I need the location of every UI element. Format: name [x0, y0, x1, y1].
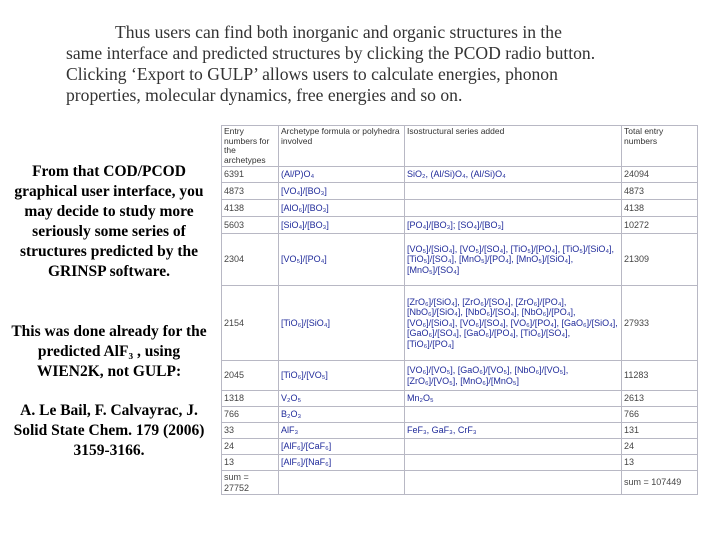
table-row [222, 217, 698, 234]
cell-archetype: [AlO₆]/[BO₃] [279, 200, 405, 217]
header-series: Isostructural series added [405, 126, 622, 167]
sidebar-paragraph-2: This was done already for the predicted AlF₃ , using WIEN2K, not GULP: [11, 323, 207, 380]
cell-total: 2613 [622, 391, 698, 407]
sum-entries: sum = 27752 [222, 471, 279, 495]
cell-series [405, 407, 622, 423]
cell-total: 10272 [622, 217, 698, 234]
cell-archetype: AlF₃ [279, 423, 405, 439]
cell-series [405, 455, 622, 471]
table-row [222, 423, 698, 439]
sidebar-paragraph-1: From that COD/PCOD graphical user interface, you may decide to study more seriously some series of structures predicted by the GRINSP software. [14, 163, 204, 280]
cell-series: [PO₄]/[BO₃]; [SO₄]/[BO₃] [405, 217, 622, 234]
cell-series [405, 183, 622, 200]
sidebar-citation: A. Le Bail, F. Calvayrac, J. Solid State Chem. 179 (2006) 3159-3166. [13, 402, 205, 459]
cell-entry: 13 [222, 455, 279, 471]
cell-entry: 33 [222, 423, 279, 439]
table-row [222, 167, 698, 183]
intro-line-4: phonon properties, molecular dynamics, free energies and so on. [66, 64, 558, 105]
table-cell [279, 471, 405, 495]
cell-total: 766 [622, 407, 698, 423]
cell-entry: 2154 [222, 286, 279, 361]
cell-series: FeF₃, GaF₃, CrF₃ [405, 423, 622, 439]
table-row [222, 200, 698, 217]
table-row [222, 361, 698, 391]
cell-total: 24 [622, 439, 698, 455]
cell-archetype: [TiO₆]/[SiO₄] [279, 286, 405, 361]
cell-series: [ZrO₆]/[SiO₄], [ZrO₆]/[SO₄], [ZrO₆]/[PO₄], [NbO₆]/[SiO₄], [NbO₆]/[SO₄], [NbO₆]/[PO₄], [VO₆]/[SiO₄], [VO₆]/[SO₄], [VO₆]/[PO₄], [GaO₆]/[SiO₄], [GaO₆]/[SO₄], [GaO₆]/[PO₄], [TiO₆]/[SO₄], [TiO₆]/[PO₄] [405, 286, 622, 361]
cell-entry: 766 [222, 407, 279, 423]
intro-paragraph [66, 22, 614, 106]
cell-total: 13 [622, 455, 698, 471]
cell-entry: 5603 [222, 217, 279, 234]
table-cell [405, 471, 622, 495]
cell-entry: 24 [222, 439, 279, 455]
cell-total: 27933 [622, 286, 698, 361]
cell-archetype: [SiO₄]/[BO₃] [279, 217, 405, 234]
cell-series: [VO₆]/[VO₅], [GaO₆]/[VO₅], [NbO₆]/[VO₅], [ZrO₆]/[VO₅], [MnO₆]/[MnO₅] [405, 361, 622, 391]
cell-entry: 1318 [222, 391, 279, 407]
table-row [222, 455, 698, 471]
intro-line-3: button. Clicking ‘Export to GULP’ allows users to calculate energies, [66, 43, 596, 84]
table-row [222, 391, 698, 407]
cell-archetype: [AlF₆]/[CaF₆] [279, 439, 405, 455]
table-header-row [222, 126, 698, 167]
cell-archetype: [VO₅]/[PO₄] [279, 234, 405, 286]
cell-archetype: [TiO₆]/[VO₅] [279, 361, 405, 391]
cell-total: 11283 [622, 361, 698, 391]
table-row [222, 439, 698, 455]
intro-line-1: Thus users can find both inorganic and organic structures in the [115, 22, 562, 42]
header-total: Total entry numbers [622, 126, 698, 167]
cell-entry: 2304 [222, 234, 279, 286]
cell-entry: 4873 [222, 183, 279, 200]
isostructural-series-table [221, 125, 698, 495]
table-row [222, 407, 698, 423]
table-sum-row [222, 471, 698, 495]
cell-series: Mn₂O₅ [405, 391, 622, 407]
intro-line-2: same interface and predicted structures by clicking the PCOD radio [66, 43, 542, 63]
cell-archetype: (Al/P)O₄ [279, 167, 405, 183]
cell-archetype: B₂O₃ [279, 407, 405, 423]
cell-total: 4873 [622, 183, 698, 200]
cell-archetype: [AlF₆]/[NaF₆] [279, 455, 405, 471]
table-row [222, 183, 698, 200]
cell-total: 4138 [622, 200, 698, 217]
cell-total: 131 [622, 423, 698, 439]
cell-series: [VO₅]/[SiO₄], [VO₅]/[SO₄], [TiO₅]/[PO₄], [TiO₅]/[SiO₄], [TiO₅]/[SO₄], [MnO₅]/[PO₄], [MnO₅]/[SiO₄], [MnO₅]/[SO₄] [405, 234, 622, 286]
cell-archetype: V₂O₅ [279, 391, 405, 407]
cell-series: SiO₂, (Al/Si)O₄, (Al/Si)O₄ [405, 167, 622, 183]
header-entry: Entry numbers for the archetypes [222, 126, 279, 167]
cell-series [405, 439, 622, 455]
cell-archetype: [VO₄]/[BO₃] [279, 183, 405, 200]
table-row [222, 286, 698, 361]
cell-entry: 6391 [222, 167, 279, 183]
sum-total: sum = 107449 [622, 471, 698, 495]
cell-series [405, 200, 622, 217]
header-archetype: Archetype formula or polyhedra involved [279, 126, 405, 167]
cell-total: 24094 [622, 167, 698, 183]
cell-entry: 4138 [222, 200, 279, 217]
cell-total: 21309 [622, 234, 698, 286]
cell-entry: 2045 [222, 361, 279, 391]
table-row [222, 234, 698, 286]
